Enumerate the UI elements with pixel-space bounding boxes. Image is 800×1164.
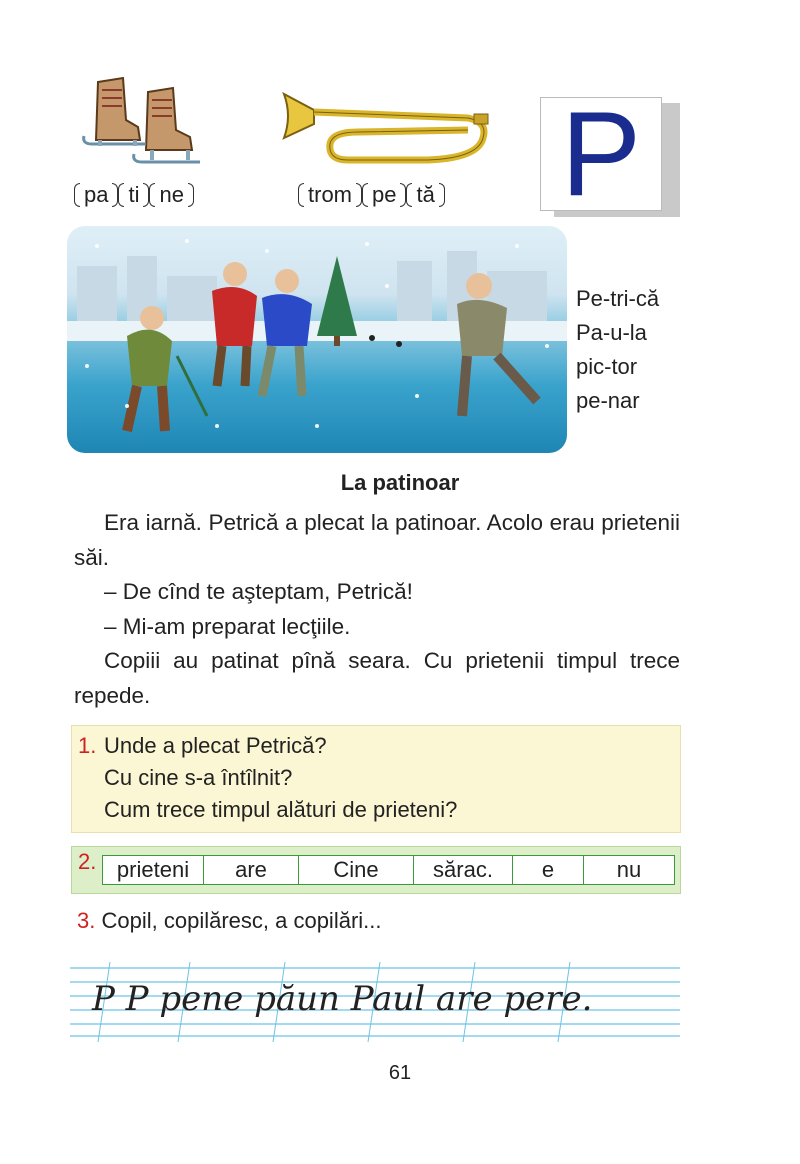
- side-word-list: [576, 282, 659, 418]
- question: Cu cine s-a întîlnit?: [104, 765, 293, 790]
- skating-rink-illustration: [67, 226, 567, 453]
- syllable: pe: [362, 181, 406, 209]
- task-3-text: Copil, copilăresc, a copilări...: [101, 908, 382, 933]
- cursive-text: P P pene păun Paul are pere.: [92, 979, 593, 1019]
- syllable: ne: [149, 181, 193, 209]
- side-word: Pa-u-la: [576, 320, 647, 345]
- task-2-box: [71, 846, 681, 894]
- story-paragraph: – Mi-am preparat lecţiile.: [104, 613, 351, 639]
- question: Cum trece timpul alături de prieteni?: [104, 797, 458, 822]
- side-word: pe-nar: [576, 388, 640, 413]
- skates-illustration: [78, 72, 228, 172]
- task-3: [77, 908, 382, 934]
- story-title: La patinoar: [340, 470, 460, 495]
- story-paragraph: Era iarnă. Petrică a plecat la patinoar. Acolo erau prietenii săi.: [74, 510, 680, 570]
- word-cell: e: [513, 856, 584, 884]
- side-word: pic-tor: [576, 354, 638, 379]
- story-paragraph: Copiii au patinat pînă seara. Cu prietenii timpul trece repede.: [74, 648, 680, 708]
- handwriting-lines: [70, 962, 680, 1042]
- syllables-skates: [74, 181, 194, 209]
- task-number: 1.: [78, 733, 97, 758]
- task-1-box: [71, 725, 681, 833]
- letter-card-face: [540, 87, 662, 221]
- word-cell: nu: [616, 857, 642, 882]
- task-number: 3.: [77, 908, 96, 933]
- page-number: 61: [388, 1062, 412, 1084]
- question: Unde a plecat Petrică?: [104, 733, 327, 758]
- syllable: trom: [298, 181, 362, 209]
- word-cell: are: [204, 856, 299, 884]
- letter-card: [540, 87, 680, 221]
- big-letter: P: [560, 87, 642, 221]
- story-text: [74, 506, 680, 713]
- syllable: ti: [118, 181, 149, 209]
- word-cell: prieteni: [103, 856, 204, 884]
- syllable: pa: [74, 181, 118, 209]
- word-cell: Cine: [299, 856, 414, 884]
- trumpet-illustration: [278, 88, 498, 168]
- word-cell: sărac.: [414, 856, 513, 884]
- word-cells: [102, 855, 675, 885]
- task-number: 2.: [78, 849, 97, 874]
- side-word: Pe-tri-că: [576, 286, 660, 311]
- syllables-trumpet: [298, 181, 445, 209]
- syllable: tă: [406, 181, 444, 209]
- story-paragraph: – De cînd te aşteptam, Petrică!: [104, 579, 413, 604]
